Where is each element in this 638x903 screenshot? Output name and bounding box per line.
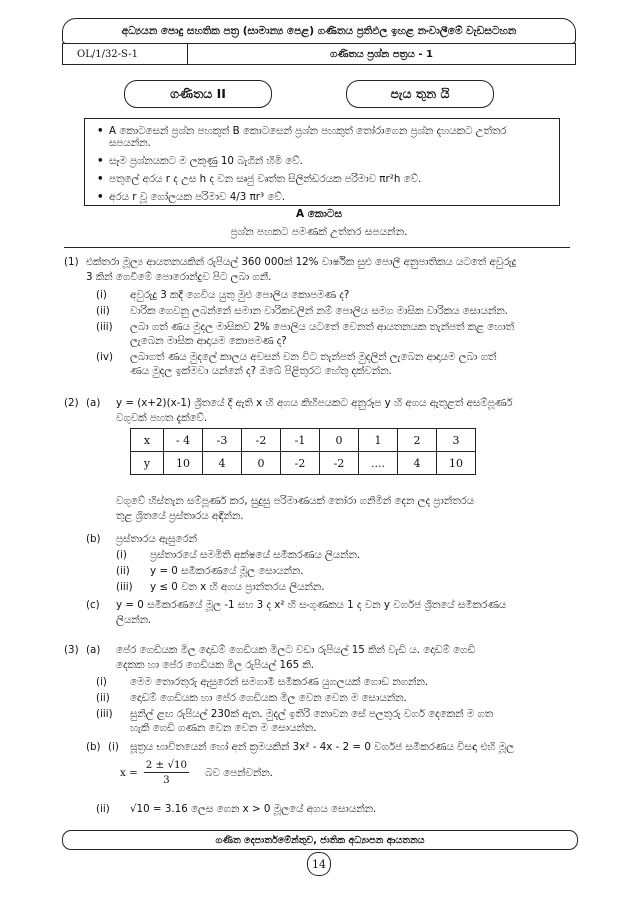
q2-b-item-no: (ii)	[116, 565, 130, 577]
q3-a-item-no: (i)	[96, 676, 107, 688]
table-cell: 0	[242, 452, 281, 475]
table-cell: 1	[359, 429, 398, 452]
q3-a-item-no: (iii)	[96, 708, 113, 720]
section-subtitle: ප්‍රශ්න පහකට පමණක් උත්තර සපයන්න.	[230, 226, 408, 238]
q2-a-stem-line2: වගුවක් පහත දැක්වේ.	[116, 412, 208, 424]
table-cell: 4	[203, 452, 242, 475]
table-cell: 10	[437, 452, 476, 475]
q3-b-i-text: සූත්‍රය භාවිතයෙන් හෝ අන් ක්‍රමයකින් 3x² - 4x - 2 = 0 වර්ගජ සමීකරණය විසඳා එහි මූල	[130, 741, 514, 753]
q2-a-after-line2: තුළ ශ්‍රිතයේ ප්‍රස්තාරය අඳින්න.	[116, 510, 244, 522]
table-cell: -1	[281, 429, 320, 452]
q3-a-line2: දෙකක හා පේර ගෙඩියක මිල රුපියල් 165 කි.	[116, 659, 315, 671]
q2-a-after-line1: වගුවේ හිස්තැන සම්පූර්ණ කර, සුදුසු පරිමාණයක් තෝරා ගනිමින් දෙන ලද ප්‍රාන්තරය	[116, 495, 475, 507]
q2-number: (2)	[64, 397, 79, 409]
q2-b-item-no: (i)	[116, 549, 127, 561]
q3-a-item-text: සුනිල් ළඟ රුපියල් 230ක් ඇත. මුදල් ඉතිරි නොවන සේ පලතුරු වර්ග දෙකෙන් ම ගත	[130, 708, 494, 720]
table-cell: ....	[359, 452, 398, 475]
table-cell: 4	[398, 452, 437, 475]
formula-fraction	[144, 758, 189, 787]
table-cell: -3	[203, 429, 242, 452]
q2-b-stem: ප්‍රස්තාරය ඇසුරෙන්	[116, 533, 197, 545]
section-title: A කොටස	[295, 208, 342, 220]
section-divider	[64, 247, 570, 248]
q3-number: (3)	[64, 644, 79, 656]
q3-a-item-text-cont: හැකි ගෙඩි ගණන වෙන වෙන ම සොයන්න.	[130, 722, 317, 734]
instruction-item: • A කොටසෙන් ප්‍රශ්න පහකුත් B කොටසෙන් ප්‍රශ්න පහකුත් තෝරාගෙන ප්‍රශ්න දහයකට උත්තර සපයන්න.	[109, 125, 549, 149]
table-row	[131, 429, 476, 452]
table-cell: -2	[320, 452, 359, 475]
q2-a-stem-line1: y = (x+2)(x-1) ශ්‍රිතයේ දී ඇති x හි අගය කිහිපයකට අනුරූප y හි අගය ඇතුළත් අසම්පූර්ණ	[116, 397, 513, 409]
q1-item-text-cont: ලැබෙන මාසික ආදායම කොපමණ ද?	[130, 335, 287, 347]
paper-code: OL/1/32-S-1	[63, 44, 188, 64]
q1-item-text: වාරික ගෙවනු ලබන්නේ සමාන වාරිකවලින් නම් පොලිය සමග මාසික වාරිකය සොයන්න.	[130, 305, 508, 317]
header-title: අධ්‍යයන පොදු සහතික පත්‍ර (සාමාන්‍ය පෙළ) ගණිතය ප්‍රතිඵල ඉහළ නංවාලීමේ වැඩසටහන	[62, 18, 576, 44]
table-header-cell: y	[131, 452, 164, 475]
q3-part-a: (a)	[86, 644, 101, 656]
q2-c-line2: ලියන්න.	[116, 614, 152, 626]
table-cell: -2	[281, 452, 320, 475]
table-cell: 3	[437, 429, 476, 452]
q3-a-item-text: මෙම තොරතුරු ඇසුරෙන් සමගාමී සමීකරණ යුගලයක් ගොඩ නගන්න.	[130, 676, 429, 688]
q1-item-no: (iii)	[96, 321, 113, 333]
part-label: ගණිතය II	[124, 80, 272, 108]
q1-item-no: (i)	[96, 289, 107, 301]
table-cell: 10	[164, 452, 203, 475]
table-header-cell: x	[131, 429, 164, 452]
instruction-item: • අරය r වූ ගෝලයක පරිමාව 4/3 πr³ වේ.	[109, 191, 549, 203]
formula-numerator: 2 ± √10	[145, 759, 188, 771]
duration-label: පැය තුන යි	[346, 80, 494, 108]
table-cell: -2	[242, 429, 281, 452]
q2-c-line1: y = 0 සමීකරණයේ මූල -1 සහ 3 ද x² හි සංගුණකය 1 ද වන y වර්ගජ ශ්‍රිතයේ සමීකරණය	[116, 599, 507, 611]
q1-stem-line1: එක්තරා මූල්‍ය ආයතනයකින් රුපියල් 360 000ක් 12% වාර්ෂික සුළු පොලී අනුපාතිකය යටතේ අවුරුදු	[86, 256, 517, 268]
formula-tail: බව පෙන්වන්න.	[205, 766, 273, 779]
q2-b-item-text: y = 0 සමීකරණයේ මූල සොයන්න.	[150, 565, 304, 577]
q1-item-text: අවුරුදු 3 කදී ගෙවිය යුතු මුළු පොලිය කොපමණ ද?	[130, 289, 350, 301]
q3-a-item-text: දොඩම් ගෙඩියක හා පේර ගෙඩියක මිල වෙන වෙන ම සොයන්න.	[130, 692, 407, 704]
values-table	[130, 428, 476, 475]
exam-header	[62, 18, 576, 68]
q2-part-b: (b)	[86, 533, 101, 545]
q1-item-no: (ii)	[96, 305, 110, 317]
q2-part-a: (a)	[86, 397, 101, 409]
q3-b-ii-no: (ii)	[96, 803, 110, 815]
footer-institute: ගණිත දෙපාර්තමේන්තුව, ජාතික අධ්‍යාපන ආයතනය	[62, 830, 578, 850]
q2-b-item-no: (iii)	[116, 581, 133, 593]
instructions-box	[84, 118, 560, 206]
instruction-item: • සෑම ප්‍රශ්නයකට ම ලකුණු 10 බැගින් හිමි වේ.	[109, 155, 549, 167]
q3-b-ii-text: √10 = 3.16 ලෙස ගෙන x > 0 මූලයේ අගය සොයන්න.	[130, 803, 377, 815]
q2-b-item-text: ප්‍රස්තාරයේ සමමිති අක්ෂයේ සමීකරණය ලියන්න.	[150, 549, 361, 561]
q3-part-b: (b)	[86, 741, 101, 753]
paper-subtitle: ගණිතය ප්‍රශ්න පත්‍රය - 1	[330, 48, 433, 60]
q3-b-i-no: (i)	[108, 741, 119, 753]
q1-stem-line2: 3 කින් ගෙවීමේ පොරොන්දුව පිට ලබා ගනී.	[86, 271, 272, 283]
q1-item-no: (iv)	[96, 351, 113, 363]
q2-b-item-text: y ≤ 0 වන x හි අගය ප්‍රාන්තරය ලියන්න.	[150, 581, 325, 593]
formula-lhs: x =	[120, 766, 138, 779]
header-bottom-row	[62, 43, 576, 65]
q1-item-text: ලබාගත් ණය මුදලේ කාලය අවසන් වන විට තැන්පත් මුදලින් ලැබෙන ආදායම ලබා ගත්	[130, 351, 497, 363]
formula-denominator: 3	[163, 774, 170, 786]
table-cell: 0	[320, 429, 359, 452]
q1-item-text: ලබා ගත් ණය මුදල මාසිකව 2% පොලිය යටතේ වෙනත් ආයතනයක තැන්පත් කළ හොත්	[130, 321, 515, 333]
page-number: 14	[307, 852, 331, 876]
table-cell: 2	[398, 429, 437, 452]
table-row	[131, 452, 476, 475]
q1-item-text-cont: ණය මුදල ඉක්මවා යන්නේ ද? ඔබේ පිළිතුරට හේතු දක්වන්න.	[130, 365, 392, 377]
instruction-item: • පතුලේ අරය r ද උස h ද වන සෘජු වෘත්ත සිලින්ඩරයක පරිමාව πr²h වේ.	[109, 173, 549, 185]
q1-number: (1)	[64, 256, 79, 268]
q3-b-i-formula	[120, 758, 273, 787]
q3-a-line1: පේර ගෙඩියක මිල දොඩම් ගෙඩියක මිලට වඩා රුපියල් 15 කින් වැඩි ය. දොඩම් ගෙඩි	[116, 644, 476, 656]
table-cell: - 4	[164, 429, 203, 452]
q3-a-item-no: (ii)	[96, 692, 110, 704]
q2-part-c: (c)	[86, 599, 100, 611]
